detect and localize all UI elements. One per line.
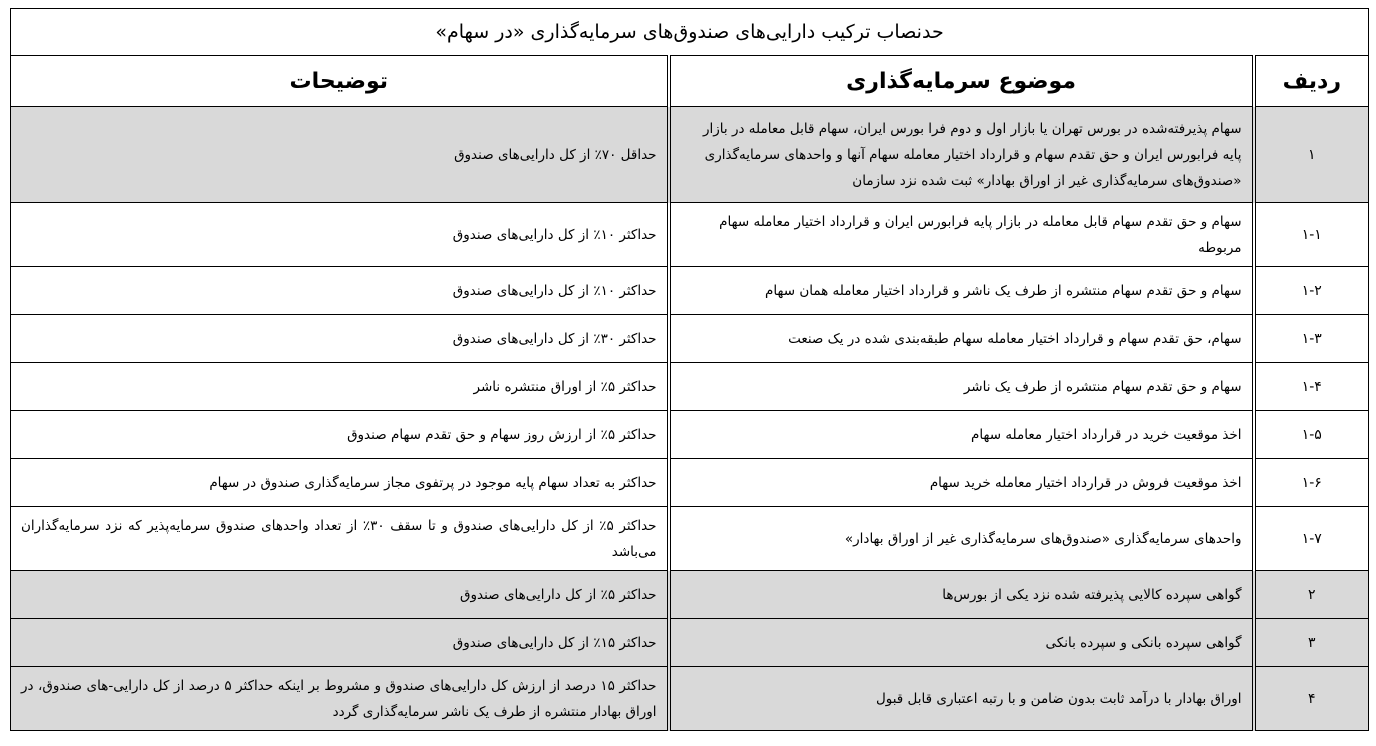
row-number-cell: ۱-۴ (1254, 363, 1369, 411)
investment-subject-cell: گواهی سپرده بانکی و سپرده بانکی (669, 619, 1254, 667)
description-cell: حداکثر ۵٪ از اوراق منتشره ناشر (11, 363, 669, 411)
description-cell: حداکثر ۱۰٪ از کل دارایی‌های صندوق (11, 267, 669, 315)
header-description: توضیحات (11, 56, 669, 107)
investment-subject-cell: سهام و حق تقدم سهام منتشره از طرف یک ناشر (669, 363, 1254, 411)
row-number-cell: ۳ (1254, 619, 1369, 667)
table-row (11, 667, 1369, 731)
description-cell: حداکثر ۵٪ از ارزش روز سهام و حق تقدم سهام صندوق (11, 411, 669, 459)
investment-subject-cell: اخذ موقعیت خرید در قرارداد اختیار معامله سهام (669, 411, 1254, 459)
table-row (11, 571, 1369, 619)
investment-subject-cell: سهام و حق تقدم سهام منتشره از طرف یک ناشر و قرارداد اختیار معامله همان سهام (669, 267, 1254, 315)
investment-subject-cell: سهام و حق تقدم سهام قابل معامله در بازار پایه فرابورس ایران و قرارداد اختیار معامله سهام مربوطه (669, 203, 1254, 267)
table-row (11, 363, 1369, 411)
table-row (11, 267, 1369, 315)
table-row (11, 203, 1369, 267)
row-number-cell: ۴ (1254, 667, 1369, 731)
table-row (11, 411, 1369, 459)
row-number-cell: ۲ (1254, 571, 1369, 619)
investment-subject-cell: اخذ موقعیت فروش در قرارداد اختیار معامله خرید سهام (669, 459, 1254, 507)
row-number-cell: ۱ (1254, 107, 1369, 203)
table-row (11, 459, 1369, 507)
description-cell: حداکثر ۵٪ از کل دارایی‌های صندوق و تا سقف ۳۰٪ از تعداد واحدهای صندوق سرمایه‌پذیر که نزد سرمایه‌گذاران می‌باشد (11, 507, 669, 571)
description-cell: حداقل ۷۰٪ از کل دارایی‌های صندوق (11, 107, 669, 203)
investment-subject-cell: اوراق بهادار با درآمد ثابت بدون ضامن و با رتبه اعتباری قابل قبول (669, 667, 1254, 731)
header-row-number: ردیف (1254, 56, 1369, 107)
table-row (11, 315, 1369, 363)
row-number-cell: ۱-۲ (1254, 267, 1369, 315)
description-cell: حداکثر ۵٪ از کل دارایی‌های صندوق (11, 571, 669, 619)
investment-subject-cell: واحدهای سرمایه‌گذاری «صندوق‌های سرمایه‌گذاری غیر از اوراق بهادار» (669, 507, 1254, 571)
table-title: حدنصاب ترکیب دارایی‌های صندوق‌های سرمایه‌گذاری «در سهام» (11, 9, 1369, 56)
row-number-cell: ۱-۱ (1254, 203, 1369, 267)
description-cell: حداکثر ۳۰٪ از کل دارایی‌های صندوق (11, 315, 669, 363)
row-number-cell: ۱-۳ (1254, 315, 1369, 363)
row-number-cell: ۱-۶ (1254, 459, 1369, 507)
description-cell: حداکثر ۱۵ درصد از ارزش کل دارایی‌های صندوق و مشروط بر اینکه حداکثر ۵ درصد از کل دارایی-های صندوق، در اوراق بهادار منتشره از طرف یک ناشر سرمایه‌گذاری گردد (11, 667, 669, 731)
investment-subject-cell: سهام پذیرفته‌شده در بورس تهران یا بازار اول و دوم فرا بورس ایران، سهام قابل معامله در بازار پایه فرابورس ایران و حق تقدم سهام و قرارداد اختیار معامله سهام آنها و واحدهای سرمایه‌گذاری «صندوق‌های سرمایه‌گذاری غیر از اوراق بهادار» ثبت شده نزد سازمان (669, 107, 1254, 203)
description-cell: حداکثر به تعداد سهام پایه موجود در پرتفوی مجاز سرمایه‌گذاری صندوق در سهام (11, 459, 669, 507)
header-investment-subject: موضوع سرمایه‌گذاری (669, 56, 1254, 107)
investment-subject-cell: سهام، حق تقدم سهام و قرارداد اختیار معامله سهام طبقه‌بندی شده در یک صنعت (669, 315, 1254, 363)
row-number-cell: ۱-۵ (1254, 411, 1369, 459)
description-cell: حداکثر ۱۰٪ از کل دارایی‌های صندوق (11, 203, 669, 267)
investment-limits-table (10, 8, 1369, 731)
investment-subject-cell: گواهی سپرده کالایی پذیرفته شده نزد یکی از بورس‌ها (669, 571, 1254, 619)
table-row (11, 619, 1369, 667)
description-cell: حداکثر ۱۵٪ از کل دارایی‌های صندوق (11, 619, 669, 667)
table-row (11, 107, 1369, 203)
row-number-cell: ۱-۷ (1254, 507, 1369, 571)
table-row (11, 507, 1369, 571)
